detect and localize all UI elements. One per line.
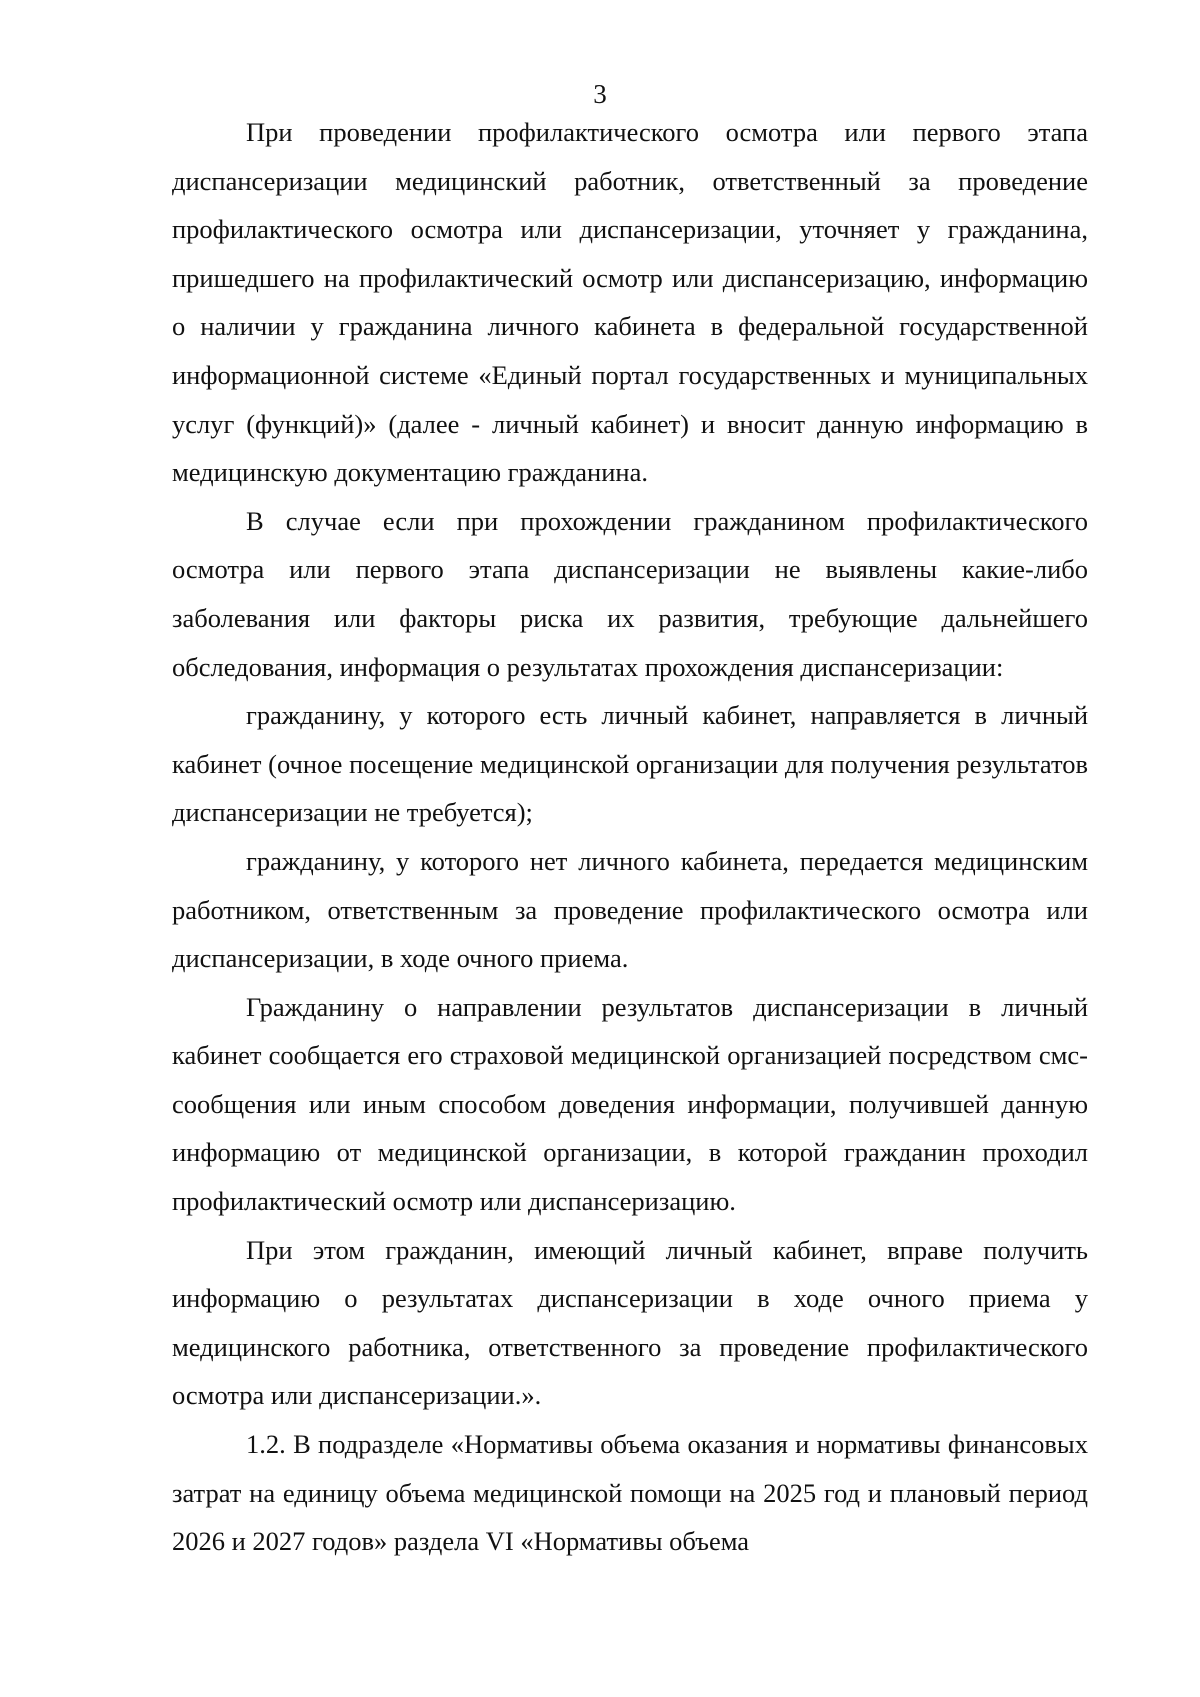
paragraph-with-personal-account: гражданину, у которого есть личный кабинет, направляется в личный кабинет (очное посещение медицинской организации для получения результатов диспансеризации не требуется); [172, 700, 1088, 828]
document-body [172, 108, 1088, 1566]
paragraph-notification: Гражданину о направлении результатов диспансеризации в личный кабинет сообщается его страховой медицинской организацией посредством смс-сообщения или иным способом доведения информации, получившей данную информацию от медицинской организации, в которой гражданин проходил профилактический осмотр или диспансеризацию. [172, 991, 1088, 1217]
paragraph-in-person-option: При этом гражданин, имеющий личный кабинет, вправе получить информацию о результатах диспансеризации в ходе очного приема у медицинского работника, ответственного за проведение профилактического осмотра или диспансеризации.». [172, 1234, 1088, 1411]
paragraph-preventive-exam: При проведении профилактического осмотра или первого этапа диспансеризации медицинский работник, ответственный за проведение профилактического осмотра или диспансеризации, уточняет у гражданина, пришедшего на профилактический осмотр или диспансеризацию, информацию о наличии у гражданина личного кабинета в федеральной государственной информационной системе «Единый портал государственных и муниципальных услуг (функций)» (далее - личный кабинет) и вносит данную информацию в медицинскую документацию гражданина. [172, 117, 1088, 488]
paragraph-without-personal-account: гражданину, у которого нет личного кабинета, передается медицинским работником, ответственным за проведение профилактического осмотра или диспансеризации, в ходе очного приема. [172, 845, 1088, 974]
page-number: 3 [593, 79, 607, 109]
paragraph-no-risk-factors: В случае если при прохождении гражданином профилактического осмотра или первого этапа диспансеризации не выявлены какие-либо заболевания или факторы риска их развития, требующие дальнейшего обследования, информация о результатах прохождения диспансеризации: [172, 505, 1088, 682]
paragraph-section-1-2: 1.2. В подразделе «Нормативы объема оказания и нормативы финансовых затрат на единицу объема медицинской помощи на 2025 год и плановый период 2026 и 2027 годов» раздела VI «Нормативы объема [172, 1429, 1088, 1557]
